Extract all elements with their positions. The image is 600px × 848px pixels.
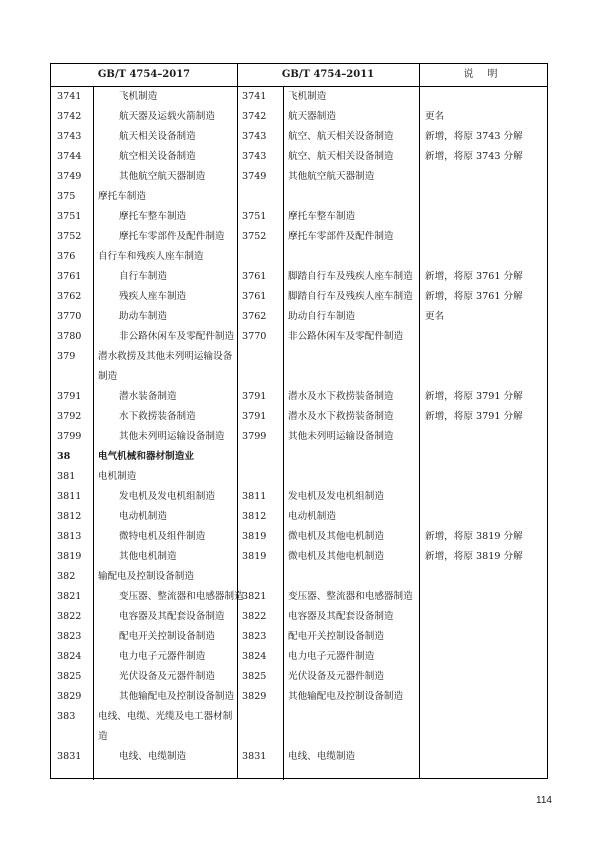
name-2011: 航天器制造 xyxy=(288,111,336,122)
note: 新增，将原 3761 分解 xyxy=(425,291,523,302)
table-row xyxy=(51,547,547,567)
name-2011: 摩托车零部件及配件制造 xyxy=(288,231,394,242)
note: 新增，将原 3819 分解 xyxy=(425,551,523,562)
name-2011: 潜水及水下救捞装备制造 xyxy=(288,391,394,402)
table-row xyxy=(51,607,547,627)
header-gb-2017: GB/T 4754–2017 xyxy=(97,69,191,80)
name-2011: 电力电子元器件制造 xyxy=(288,651,375,662)
name-2011: 助动自行车制造 xyxy=(288,311,356,322)
code-2017: 3744 xyxy=(57,151,82,162)
note: 新增，将原 3743 分解 xyxy=(425,131,523,142)
code-2017: 3821 xyxy=(57,591,82,602)
code-2011: 3752 xyxy=(242,231,267,242)
table-row xyxy=(51,207,547,227)
name-2017: 变压器、整流器和电感器制造 xyxy=(119,591,244,602)
name-2017: 航空相关设备制造 xyxy=(119,151,196,162)
note: 更名 xyxy=(425,111,445,122)
table-row xyxy=(51,167,547,187)
code-2017: 3751 xyxy=(57,211,82,222)
code-2011: 3812 xyxy=(242,511,267,522)
code-2017: 3831 xyxy=(57,751,82,762)
table-row xyxy=(51,407,547,427)
table-row xyxy=(51,527,547,547)
code-2017: 383 xyxy=(57,711,76,722)
code-2011: 3821 xyxy=(242,591,267,602)
name-2011: 摩托车整车制造 xyxy=(288,211,356,222)
code-2011: 3822 xyxy=(242,611,267,622)
code-2017: 3770 xyxy=(57,311,82,322)
code-2017: 38 xyxy=(57,451,71,462)
table-row xyxy=(51,507,547,527)
code-2017: 3792 xyxy=(57,411,82,422)
name-2017: 电容器及其配套设备制造 xyxy=(119,611,225,622)
code-2017: 3780 xyxy=(57,331,82,342)
name-2011: 电动机制造 xyxy=(288,511,336,522)
code-2017: 3752 xyxy=(57,231,82,242)
name-2017: 电线、电缆制造 xyxy=(119,751,187,762)
name-2017: 发电机及发电机组制造 xyxy=(119,491,215,502)
code-2017: 3761 xyxy=(57,271,82,282)
name-2011: 其他航空航天器制造 xyxy=(288,171,375,182)
name-2011: 其他输配电及控制设备制造 xyxy=(288,691,404,702)
name-2017: 潜水装备制造 xyxy=(119,391,177,402)
code-2011: 3751 xyxy=(242,211,267,222)
code-2017: 3743 xyxy=(57,131,82,142)
table-body xyxy=(51,87,547,767)
name-2011: 潜水及水下救捞装备制造 xyxy=(288,411,394,422)
table-row xyxy=(51,427,547,447)
code-2011: 3743 xyxy=(242,151,267,162)
code-2017: 3742 xyxy=(57,111,82,122)
code-2017: 3829 xyxy=(57,691,82,702)
name-2017: 其他输配电及控制设备制造 xyxy=(119,691,235,702)
code-2017: 379 xyxy=(57,351,76,362)
code-2011: 3811 xyxy=(242,491,267,502)
code-2017: 3822 xyxy=(57,611,82,622)
name-2011: 微电机及其他电机制造 xyxy=(288,531,384,542)
name-2011: 微电机及其他电机制造 xyxy=(288,551,384,562)
note: 新增，将原 3743 分解 xyxy=(425,151,523,162)
code-2017: 3799 xyxy=(57,431,82,442)
code-2011: 3749 xyxy=(242,171,267,182)
code-2011: 3831 xyxy=(242,751,267,762)
name-2011: 电线、电缆制造 xyxy=(288,751,356,762)
name-2017: 微特电机及组件制造 xyxy=(119,531,206,542)
name-2017: 摩托车整车制造 xyxy=(119,211,187,222)
name-2011: 其他未列明运输设备制造 xyxy=(288,431,394,442)
table-row xyxy=(51,127,547,147)
table-row xyxy=(51,747,547,767)
table-row xyxy=(51,307,547,327)
name-2011: 非公路休闲车及零配件制造 xyxy=(288,331,404,342)
code-2017: 381 xyxy=(57,471,76,482)
table-row xyxy=(51,247,547,267)
name-2017: 助动车制造 xyxy=(119,311,167,322)
table-row xyxy=(51,627,547,647)
name-2017: 其他电机制造 xyxy=(119,551,177,562)
name-2017: 电机制造 xyxy=(98,471,137,482)
code-2017: 3811 xyxy=(57,491,82,502)
name-2011: 航空、航天相关设备制造 xyxy=(288,151,394,162)
name-2017: 电线、电缆、光缆及电工器材制造 xyxy=(98,711,233,742)
table-row xyxy=(51,347,547,387)
table-row xyxy=(51,467,547,487)
code-2017: 3823 xyxy=(57,631,82,642)
code-2011: 3799 xyxy=(242,431,267,442)
table-row xyxy=(51,107,547,127)
table-row xyxy=(51,267,547,287)
name-2017: 电动机制造 xyxy=(119,511,167,522)
table-row xyxy=(51,87,547,107)
code-2011: 3770 xyxy=(242,331,267,342)
name-2017: 其他航空航天器制造 xyxy=(119,171,206,182)
table-row xyxy=(51,387,547,407)
note: 新增，将原 3791 分解 xyxy=(425,391,523,402)
table-row xyxy=(51,447,547,467)
name-2017: 飞机制造 xyxy=(119,91,158,102)
code-2011: 3741 xyxy=(242,91,267,102)
table-row xyxy=(51,687,547,707)
code-2011: 3824 xyxy=(242,651,267,662)
name-2011: 电容器及其配套设备制造 xyxy=(288,611,394,622)
code-2017: 3819 xyxy=(57,551,82,562)
code-2017: 3741 xyxy=(57,91,82,102)
code-2011: 3823 xyxy=(242,631,267,642)
code-2011: 3819 xyxy=(242,551,267,562)
code-2011: 3742 xyxy=(242,111,267,122)
header-note: 说明 xyxy=(463,69,512,80)
note: 新增，将原 3819 分解 xyxy=(425,531,523,542)
name-2017: 摩托车制造 xyxy=(98,191,146,202)
code-2017: 3812 xyxy=(57,511,82,522)
code-2017: 382 xyxy=(57,571,76,582)
name-2017: 自行车和残疾人座车制造 xyxy=(98,251,204,262)
code-2011: 3829 xyxy=(242,691,267,702)
name-2011: 光伏设备及元器件制造 xyxy=(288,671,384,682)
name-2017: 潜水救捞及其他未列明运输设备制造 xyxy=(98,351,233,382)
code-2011: 3791 xyxy=(242,391,267,402)
name-2017: 水下救捞装备制造 xyxy=(119,411,196,422)
code-2011: 3762 xyxy=(242,311,267,322)
name-2017: 非公路休闲车及零配件制造 xyxy=(119,331,235,342)
name-2017: 其他未列明运输设备制造 xyxy=(119,431,225,442)
table-row xyxy=(51,667,547,687)
name-2011: 配电开关控制设备制造 xyxy=(288,631,384,642)
table-row xyxy=(51,567,547,587)
page-number: 114 xyxy=(536,795,552,806)
code-2017: 3825 xyxy=(57,671,82,682)
table-row xyxy=(51,187,547,207)
code-2011: 3761 xyxy=(242,291,267,302)
name-2017: 电力电子元器件制造 xyxy=(119,651,206,662)
name-2011: 发电机及发电机组制造 xyxy=(288,491,384,502)
note: 更名 xyxy=(425,311,445,322)
table-row xyxy=(51,327,547,347)
name-2017: 输配电及控制设备制造 xyxy=(98,571,194,582)
code-2017: 3824 xyxy=(57,651,82,662)
name-2011: 变压器、整流器和电感器制造 xyxy=(288,591,413,602)
name-2017: 自行车制造 xyxy=(119,271,167,282)
table-row xyxy=(51,487,547,507)
classification-table xyxy=(50,63,548,779)
name-2017: 航天相关设备制造 xyxy=(119,131,196,142)
name-2011: 航空、航天相关设备制造 xyxy=(288,131,394,142)
name-2011: 脚踏自行车及残疾人座车制造 xyxy=(288,291,413,302)
code-2017: 3749 xyxy=(57,171,82,182)
code-2011: 3791 xyxy=(242,411,267,422)
note: 新增，将原 3791 分解 xyxy=(425,411,523,422)
name-2011: 脚踏自行车及残疾人座车制造 xyxy=(288,271,413,282)
table-row xyxy=(51,147,547,167)
name-2017: 电气机械和器材制造业 xyxy=(98,451,194,462)
table-header xyxy=(51,64,547,87)
table-row xyxy=(51,227,547,247)
name-2017: 配电开关控制设备制造 xyxy=(119,631,215,642)
header-gb-2011: GB/T 4754–2011 xyxy=(281,69,375,80)
code-2017: 3813 xyxy=(57,531,82,542)
table-row xyxy=(51,707,547,747)
code-2011: 3819 xyxy=(242,531,267,542)
code-2017: 376 xyxy=(57,251,76,262)
name-2017: 残疾人座车制造 xyxy=(119,291,187,302)
code-2017: 375 xyxy=(57,191,76,202)
name-2017: 光伏设备及元器件制造 xyxy=(119,671,215,682)
table-row xyxy=(51,287,547,307)
code-2011: 3761 xyxy=(242,271,267,282)
note: 新增，将原 3761 分解 xyxy=(425,271,523,282)
name-2017: 航天器及运载火箭制造 xyxy=(119,111,215,122)
table-row xyxy=(51,587,547,607)
name-2017: 摩托车零部件及配件制造 xyxy=(119,231,225,242)
name-2011: 飞机制造 xyxy=(288,91,327,102)
code-2011: 3743 xyxy=(242,131,267,142)
code-2017: 3762 xyxy=(57,291,82,302)
code-2017: 3791 xyxy=(57,391,82,402)
code-2011: 3825 xyxy=(242,671,267,682)
table-row xyxy=(51,647,547,667)
